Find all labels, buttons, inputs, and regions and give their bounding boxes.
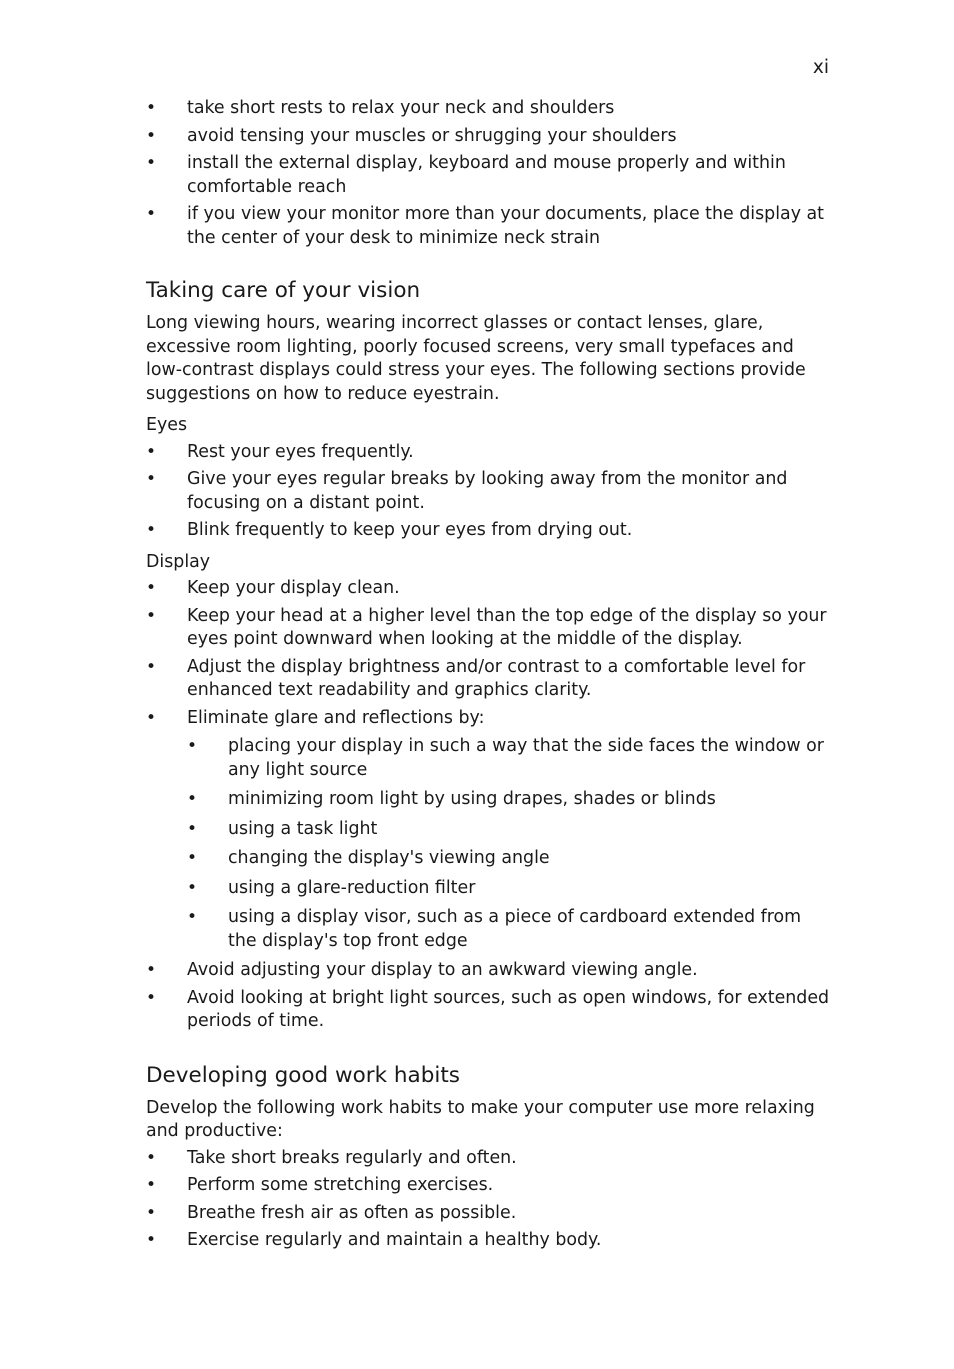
section-heading-vision: Taking care of your vision bbox=[146, 278, 421, 303]
list-item-text: Perform some stretching exercises. bbox=[187, 1175, 494, 1195]
list-item bbox=[146, 125, 832, 149]
list-item bbox=[146, 441, 832, 465]
work-habits-intro-paragraph: Develop the following work habits to make your computer use more relaxing and productive: bbox=[146, 1097, 815, 1141]
list-item-text: using a task light bbox=[228, 818, 378, 839]
page-number: xi bbox=[812, 57, 829, 78]
bullet-icon: • bbox=[146, 125, 157, 146]
list-item-text: Keep your display clean. bbox=[187, 578, 400, 598]
bullet-icon: • bbox=[146, 1147, 157, 1168]
display-subheading: Display bbox=[146, 551, 211, 572]
bullet-icon: • bbox=[187, 736, 198, 756]
vision-intro-paragraph: Long viewing hours, wearing incorrect glasses or contact lenses, glare, excessive room lighting, poorly focused screens, very small typefaces and low-contrast displays could stress your eyes. The following sections provide suggestions on how to reduce eyestrain. bbox=[146, 313, 806, 404]
list-item bbox=[146, 656, 832, 703]
list-item bbox=[146, 468, 832, 515]
glare-reduction-sublist bbox=[187, 735, 832, 953]
bullet-icon: • bbox=[146, 204, 157, 224]
list-item-text: install the external display, keyboard and mouse properly and within comfortable reach bbox=[187, 153, 786, 197]
bullet-icon: • bbox=[187, 789, 198, 809]
list-item bbox=[146, 1174, 832, 1198]
work-habits-list bbox=[146, 1147, 832, 1253]
list-item-text: Avoid looking at bright light sources, such as open windows, for extended periods of time. bbox=[187, 987, 830, 1031]
list-item bbox=[146, 97, 832, 121]
section-heading-work-habits: Developing good work habits bbox=[146, 1062, 460, 1088]
display-tips-list bbox=[146, 577, 832, 1034]
list-item-text: minimizing room light by using drapes, shades or blinds bbox=[228, 789, 716, 809]
bullet-icon: • bbox=[146, 960, 157, 980]
bullet-icon: • bbox=[146, 441, 157, 462]
list-item-text: Blink frequently to keep your eyes from drying out. bbox=[187, 520, 633, 540]
sub-list-item bbox=[187, 818, 832, 842]
bullet-icon: • bbox=[146, 520, 157, 540]
list-item-text: Exercise regularly and maintain a healthy body. bbox=[187, 1230, 602, 1250]
eyes-tips-list bbox=[146, 441, 832, 543]
sub-list-item bbox=[187, 788, 832, 812]
bullet-icon: • bbox=[146, 1230, 157, 1250]
bullet-icon: • bbox=[187, 877, 198, 898]
bullet-icon: • bbox=[146, 605, 157, 626]
bullet-icon: • bbox=[187, 818, 198, 839]
list-item-text: Avoid adjusting your display to an awkward viewing angle. bbox=[187, 960, 698, 980]
bullet-icon: • bbox=[146, 656, 157, 677]
list-item-text: Rest your eyes frequently. bbox=[187, 441, 414, 462]
page-content bbox=[146, 97, 832, 1257]
list-item-text: changing the display's viewing angle bbox=[228, 848, 550, 868]
list-item bbox=[146, 605, 832, 652]
list-item bbox=[146, 1147, 832, 1171]
eyes-subheading: Eyes bbox=[146, 415, 188, 435]
list-item-text: Take short breaks regularly and often. bbox=[187, 1147, 517, 1168]
bullet-icon: • bbox=[146, 578, 157, 598]
list-item-text: if you view your monitor more than your documents, place the display at the center of your desk to minimize neck strain bbox=[187, 204, 824, 248]
list-item-text: using a display visor, such as a piece of cardboard extended from the display's top front edge bbox=[228, 907, 802, 951]
list-item-text: using a glare-reduction filter bbox=[228, 877, 476, 898]
bullet-icon: • bbox=[146, 707, 157, 728]
list-item bbox=[146, 519, 832, 543]
bullet-icon: • bbox=[146, 1175, 157, 1195]
bullet-icon: • bbox=[146, 469, 157, 489]
list-item bbox=[146, 577, 832, 601]
sub-list-item bbox=[187, 906, 832, 953]
bullet-icon: • bbox=[187, 848, 198, 868]
sub-list-item bbox=[187, 877, 832, 901]
sub-list-item bbox=[187, 735, 832, 782]
list-item-text: avoid tensing your muscles or shrugging your shoulders bbox=[187, 125, 677, 146]
list-item bbox=[146, 203, 832, 250]
list-item-text: Give your eyes regular breaks by looking away from the monitor and focusing on a distant point. bbox=[187, 469, 788, 513]
neck-shoulder-tips-list bbox=[146, 97, 832, 250]
bullet-icon: • bbox=[146, 98, 157, 118]
bullet-icon: • bbox=[187, 907, 198, 927]
bullet-icon: • bbox=[146, 1202, 157, 1223]
list-item bbox=[146, 1229, 832, 1253]
list-item-text: Eliminate glare and reflections by: bbox=[187, 707, 485, 728]
bullet-icon: • bbox=[146, 153, 157, 173]
list-item bbox=[146, 987, 832, 1034]
list-item-text: take short rests to relax your neck and shoulders bbox=[187, 98, 615, 118]
list-item-text: Adjust the display brightness and/or contrast to a comfortable level for enhanced text readability and graphics clarity. bbox=[187, 656, 806, 700]
sub-list-item bbox=[187, 847, 832, 871]
list-item bbox=[146, 152, 832, 199]
list-item bbox=[146, 707, 832, 954]
list-item-text: Keep your head at a higher level than the top edge of the display so your eyes point downward when looking at the middle of the display. bbox=[187, 605, 827, 649]
list-item-text: placing your display in such a way that the side faces the window or any light source bbox=[228, 736, 824, 780]
list-item bbox=[146, 959, 832, 983]
bullet-icon: • bbox=[146, 987, 157, 1008]
list-item bbox=[146, 1202, 832, 1226]
list-item-text: Breathe fresh air as often as possible. bbox=[187, 1202, 517, 1223]
